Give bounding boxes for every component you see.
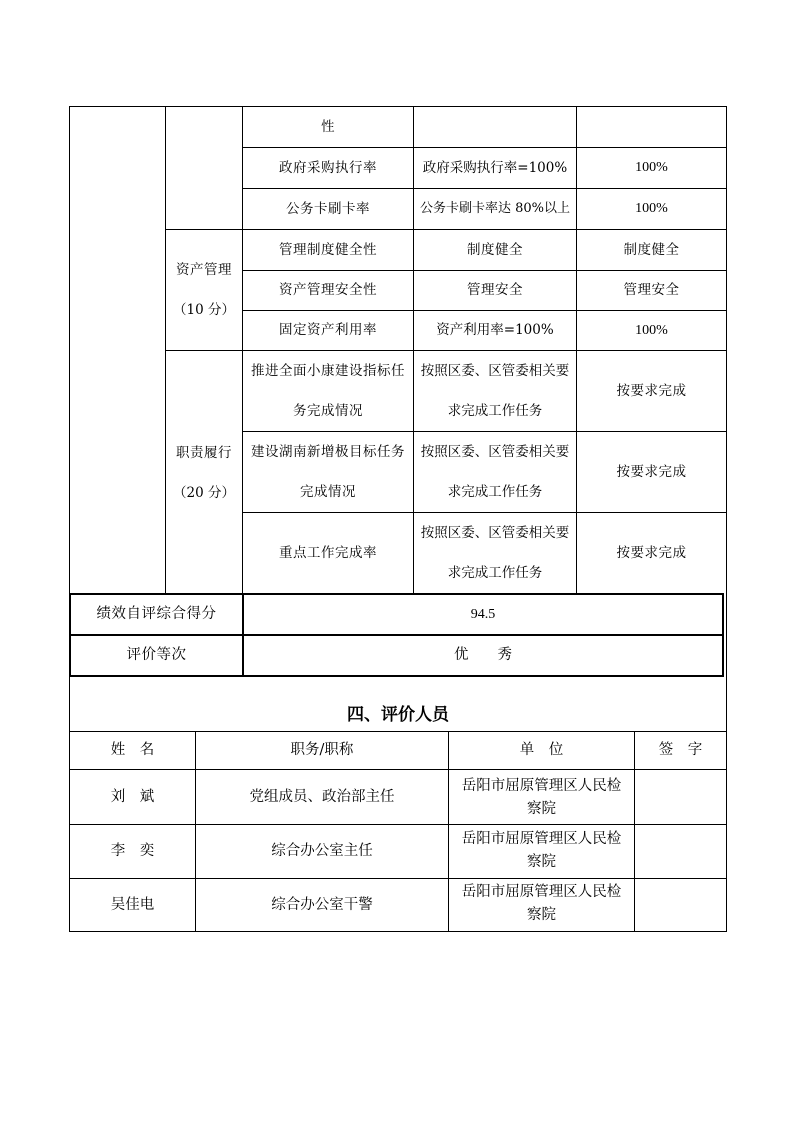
- member-signature: [635, 770, 726, 824]
- standard-line: 求完成工作任务: [447, 565, 543, 581]
- standard-cell: [414, 432, 576, 512]
- group-label-line: 资产管理: [176, 262, 232, 278]
- actual-cell: 按要求完成: [616, 544, 687, 561]
- member-position: 综合办公室主任: [271, 843, 373, 860]
- group-label-asset-management: [166, 230, 242, 350]
- standard-line: 按照区委、区管委相关要: [420, 444, 570, 460]
- standard-line: 求完成工作任务: [447, 403, 543, 419]
- member-signature: [635, 825, 726, 878]
- score-label: 绩效自评综合得分: [96, 606, 217, 623]
- group-label-line: （20 分）: [173, 484, 235, 501]
- member-unit-line: 岳阳市屈原管理区人民检: [461, 778, 622, 794]
- table-border-bottom: [69, 931, 727, 932]
- group-label-duty-performance: [166, 351, 242, 594]
- indicator-line: 推进全面小康建设指标任: [251, 363, 405, 379]
- indicator-cell: 重点工作完成率: [279, 544, 377, 561]
- indicator-cell: 资产管理安全性: [279, 282, 377, 299]
- standard-cell: 资产利用率=100%: [436, 322, 554, 339]
- header-name: 姓 名: [110, 742, 155, 759]
- grade-label: 评价等次: [126, 647, 187, 664]
- standard-line: 按照区委、区管委相关要: [420, 363, 570, 379]
- standard-cell: [414, 351, 576, 431]
- member-unit: [449, 825, 634, 878]
- group-label-line: 职责履行: [176, 444, 232, 461]
- member-unit-line: 岳阳市屈原管理区人民检: [461, 831, 622, 847]
- actual-cell: 制度健全: [623, 241, 680, 258]
- member-unit-line: 察院: [527, 854, 556, 870]
- actual-cell: [577, 107, 726, 147]
- indicator-cell: 公务卡刷卡率: [286, 200, 370, 217]
- header-unit: 单 位: [519, 742, 564, 759]
- standard-cell: 制度健全: [467, 241, 523, 258]
- standard-cell: [414, 513, 576, 593]
- standard-line: 按照区委、区管委相关要: [420, 525, 570, 541]
- indicator-line: 务完成情况: [293, 403, 363, 419]
- member-name: 吴佳电: [110, 896, 155, 913]
- member-unit-line: 岳阳市屈原管理区人民检: [461, 884, 622, 900]
- indicator-cell: 固定资产利用率: [279, 322, 377, 339]
- standard-cell: [414, 107, 576, 147]
- actual-cell: 管理安全: [623, 282, 680, 299]
- summary-border-bottom: [69, 675, 724, 677]
- standard-cell: 政府采购执行率=100%: [422, 159, 568, 176]
- standard-line: 求完成工作任务: [447, 484, 543, 500]
- indicator-line: 建设湖南新增极目标任务: [251, 444, 405, 460]
- member-position: 党组成员、政治部主任: [249, 788, 395, 805]
- grade-value: 优 秀: [454, 647, 512, 664]
- actual-cell: 100%: [635, 201, 668, 217]
- member-unit-line: 察院: [527, 801, 556, 817]
- actual-cell: 100%: [635, 322, 668, 338]
- member-signature: [635, 879, 726, 931]
- indicator-cell: 政府采购执行率: [279, 159, 377, 176]
- indicator-cell: [243, 351, 413, 431]
- actual-cell: 按要求完成: [616, 382, 687, 399]
- member-unit-line: 察院: [527, 907, 556, 923]
- group-label-line: （10 分）: [173, 302, 235, 318]
- indicator-cell: [243, 432, 413, 512]
- member-position: 综合办公室干警: [271, 896, 373, 913]
- member-name: 刘 斌: [110, 788, 155, 805]
- section4-title: 四、评价人员: [347, 704, 449, 725]
- member-unit: [449, 770, 634, 824]
- indicator-cell: 性: [321, 118, 335, 135]
- indicator-line: 完成情况: [300, 484, 356, 500]
- actual-cell: 100%: [635, 160, 668, 176]
- header-position: 职务/职称: [290, 742, 354, 759]
- standard-cell: 管理安全: [467, 282, 523, 299]
- actual-cell: 按要求完成: [616, 463, 687, 480]
- indicator-cell: 管理制度健全性: [279, 241, 377, 258]
- member-name: 李 奕: [110, 843, 155, 860]
- header-signature: 签 字: [658, 742, 703, 759]
- member-unit: [449, 879, 634, 931]
- standard-cell: 公务卡刷卡率达 80%以上: [419, 200, 571, 216]
- score-value: 94.5: [470, 606, 496, 622]
